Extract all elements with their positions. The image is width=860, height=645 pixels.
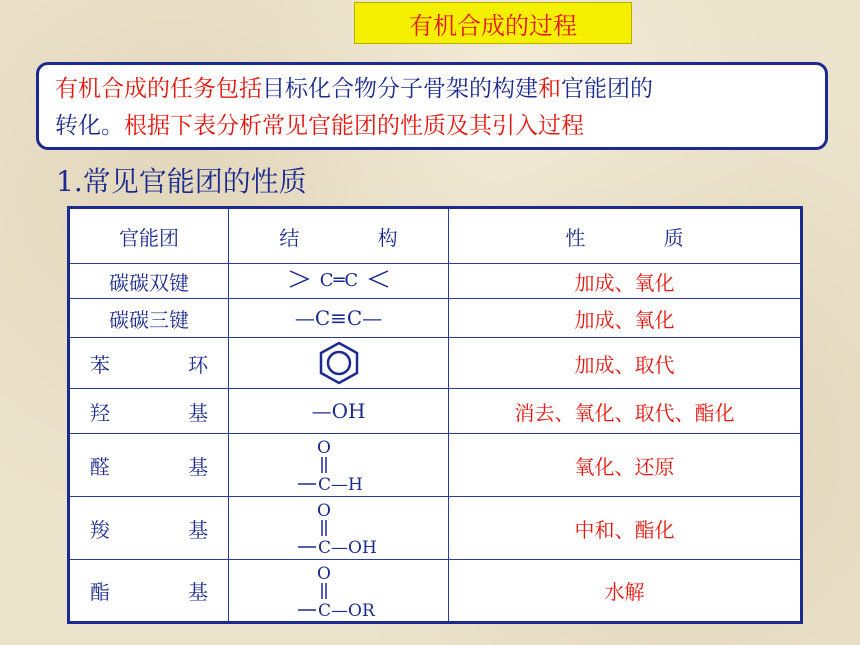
group-property: 加成、取代 (449, 338, 802, 389)
intro-text-part2: 目标化合物分子骨架的构建 (262, 76, 538, 102)
group-property: 加成、氧化 (449, 299, 802, 338)
table-row (69, 338, 802, 389)
group-property: 消去、氧化、取代、酯化 (449, 389, 802, 434)
header-group: 官能团 (69, 208, 229, 264)
table-row (69, 560, 802, 623)
intro-box (36, 62, 828, 150)
ester-structure (229, 560, 449, 623)
alkyne-structure: —C≡C— (229, 299, 449, 338)
svg-text:C—OR: C—OR (317, 600, 375, 619)
table-row (69, 497, 802, 560)
slide-title: 有机合成的过程 (354, 2, 632, 44)
benzene-ring-icon (229, 338, 449, 389)
table-header-row (69, 208, 802, 264)
intro-text-part6: 根据下表分析常见官能团的性质及其引入过程 (124, 113, 584, 139)
group-name: 碳碳双键 (69, 264, 229, 299)
alkene-structure (229, 264, 449, 299)
intro-text-part1: 有机合成的任务包括 (55, 76, 262, 102)
svg-text:O: O (316, 501, 331, 521)
group-property: 加成、氧化 (449, 264, 802, 299)
group-property: 氧化、还原 (449, 434, 802, 497)
header-structure: 结 构 (229, 208, 449, 264)
intro-text-part5: 转化。 (55, 113, 124, 139)
table-row (69, 434, 802, 497)
functional-group-table (67, 206, 803, 624)
intro-text-part3: 和 (538, 76, 561, 102)
group-name: 醛 基 (69, 434, 229, 497)
table-row (69, 389, 802, 434)
table-row (69, 299, 802, 338)
table-row (69, 264, 802, 299)
header-property: 性 质 (449, 208, 802, 264)
group-name: 酯 基 (69, 560, 229, 623)
svg-text:C—OH: C—OH (317, 538, 377, 556)
group-property: 水解 (449, 560, 802, 623)
section-heading: 1.常见官能团的性质 (56, 165, 307, 198)
group-name: 羧 基 (69, 497, 229, 560)
group-name: 碳碳三键 (69, 299, 229, 338)
group-property: 中和、酯化 (449, 497, 802, 560)
group-name: 苯 环 (69, 338, 229, 389)
svg-text:C═C: C═C (319, 270, 358, 291)
intro-text-part4: 官能团的 (561, 76, 653, 102)
group-name: 羟 基 (69, 389, 229, 434)
svg-text:C—H: C—H (317, 475, 363, 493)
hydroxyl-structure: —OH (229, 389, 449, 434)
aldehyde-structure (229, 434, 449, 497)
svg-text:O: O (316, 438, 331, 458)
svg-text:O: O (316, 563, 331, 584)
carboxyl-structure (229, 497, 449, 560)
